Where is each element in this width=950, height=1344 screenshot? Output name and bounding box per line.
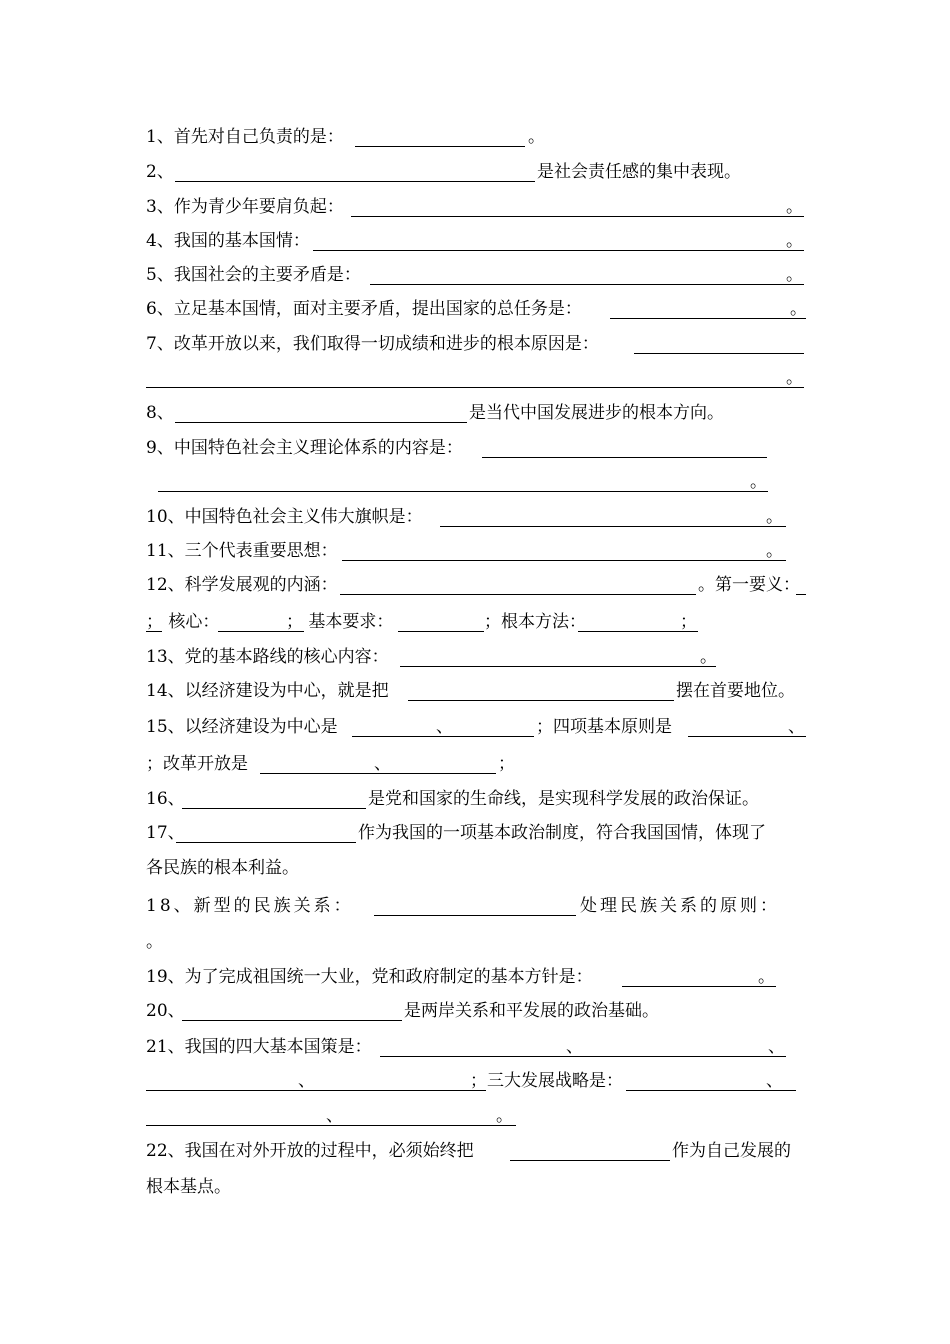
q21-sep-2: 、 — [768, 1037, 785, 1057]
q6-blank[interactable] — [610, 318, 806, 319]
q18-blank-1[interactable] — [374, 915, 576, 916]
q18-principle-label: 处理民族关系的原则： — [580, 896, 780, 916]
q15-sep-1: 、 — [436, 717, 453, 737]
q4-end: 。 — [786, 231, 803, 251]
q21-blank-2[interactable] — [146, 1090, 486, 1091]
q13-end: 。 — [700, 647, 717, 667]
q20-text: 20、 — [146, 1001, 185, 1021]
q20-end: 是两岸关系和平发展的政治基础。 — [404, 1001, 659, 1021]
q21-sep-5: 、 — [326, 1106, 343, 1126]
q21-sep-4: 、 — [766, 1071, 783, 1091]
q19-blank[interactable] — [622, 986, 776, 987]
q12-end: ； — [680, 612, 697, 632]
q21-text: 21、我国的四大基本国策是： — [146, 1037, 372, 1057]
q13-blank[interactable] — [400, 666, 716, 667]
q17-text: 17、 — [146, 823, 185, 843]
q7-end: 。 — [786, 368, 803, 388]
q5-text: 5、我国社会的主要矛盾是： — [146, 265, 361, 285]
q22-end: 根本基点。 — [146, 1177, 231, 1197]
q15-principles-label: ；四项基本原则是 — [536, 717, 672, 737]
q21-blank-1[interactable] — [380, 1056, 786, 1057]
q10-end: 。 — [766, 507, 783, 527]
q15-sep-2: 、 — [788, 717, 805, 737]
q21-sep-3: 、 — [298, 1071, 315, 1091]
q8-text: 8、 — [146, 403, 174, 423]
q6-text: 6、立足基本国情，面对主要矛盾，提出国家的总任务是： — [146, 299, 582, 319]
q14-end: 摆在首要地位。 — [676, 681, 795, 701]
q9-blank-2[interactable] — [158, 491, 768, 492]
q8-end: 是当代中国发展进步的根本方向。 — [469, 403, 724, 423]
q12-method-label: ；根本方法： — [484, 612, 586, 632]
q22-blank[interactable] — [510, 1160, 670, 1161]
q12-blank-requirement[interactable] — [398, 631, 484, 632]
q4-text: 4、我国的基本国情： — [146, 231, 310, 251]
q3-text: 3、作为青少年要肩负起： — [146, 197, 344, 217]
q12-blank-first-end[interactable] — [146, 631, 162, 632]
q15-text: 15、以经济建设为中心是 — [146, 717, 338, 737]
q9-text: 9、中国特色社会主义理论体系的内容是： — [146, 438, 463, 458]
q2-end: 是社会责任感的集中表现。 — [537, 162, 741, 182]
q12-requirement-label: ； 基本要求： — [286, 612, 394, 632]
q2-text: 2、 — [146, 162, 174, 182]
q18-text: 18、新型的民族关系： — [146, 896, 354, 916]
q14-text: 14、以经济建设为中心，就是把 — [146, 681, 389, 701]
q15-end: ； — [498, 754, 515, 774]
q13-text: 13、党的基本路线的核心内容： — [146, 647, 389, 667]
q17-end: 各民族的根本利益。 — [146, 858, 299, 878]
q4-blank[interactable] — [313, 250, 804, 251]
q11-blank[interactable] — [342, 560, 786, 561]
q15-reform-label: ；改革开放是 — [146, 754, 248, 774]
q7-blank-1[interactable] — [634, 353, 804, 354]
q9-blank-1[interactable] — [482, 457, 767, 458]
q16-end: 是党和国家的生命线，是实现科学发展的政治保证。 — [368, 789, 759, 809]
q5-end: 。 — [786, 265, 803, 285]
q20-blank[interactable] — [182, 1020, 402, 1021]
q8-blank[interactable] — [175, 422, 467, 423]
q21-strategy-label: ；三大发展战略是： — [470, 1071, 623, 1091]
q10-text: 10、中国特色社会主义伟大旗帜是： — [146, 507, 423, 527]
q18-end: 。 — [146, 932, 163, 952]
q2-blank[interactable] — [175, 181, 535, 182]
q22-text: 22、我国在对外开放的过程中，必须始终把 — [146, 1141, 474, 1161]
q11-end: 。 — [766, 541, 783, 561]
q19-end: 。 — [758, 967, 775, 987]
q12-core-label: ； 核心： — [146, 612, 220, 632]
q14-blank[interactable] — [408, 700, 674, 701]
q7-blank-2[interactable] — [146, 387, 804, 388]
q11-text: 11、三个代表重要思想： — [146, 541, 338, 561]
q5-blank[interactable] — [370, 284, 804, 285]
q1-blank[interactable] — [355, 146, 525, 147]
q9-end: 。 — [750, 472, 767, 492]
q16-text: 16、 — [146, 789, 185, 809]
q16-blank[interactable] — [182, 808, 366, 809]
q3-blank[interactable] — [351, 216, 804, 217]
q6-end: 。 — [790, 299, 807, 319]
q19-text: 19、为了完成祖国统一大业，党和政府制定的基本方针是： — [146, 967, 593, 987]
q22-rest: 作为自己发展的 — [672, 1141, 791, 1161]
q12-blank-first[interactable] — [796, 594, 806, 595]
q12-first-meaning-label: 。第一要义： — [698, 575, 800, 595]
q12-text: 12、科学发展观的内涵： — [146, 575, 338, 595]
q12-blank-meaning[interactable] — [340, 594, 696, 595]
q17-rest: 作为我国的一项基本政治制度，符合我国国情，体现了 — [358, 823, 766, 843]
q1-end: 。 — [528, 127, 545, 147]
q15-sep-3: 、 — [374, 754, 391, 774]
q3-end: 。 — [786, 197, 803, 217]
q17-blank[interactable] — [176, 842, 356, 843]
q1-text: 1、首先对自己负责的是： — [146, 127, 344, 147]
q7-text: 7、改革开放以来，我们取得一切成绩和进步的根本原因是： — [146, 334, 599, 354]
q10-blank[interactable] — [440, 526, 786, 527]
q21-sep-1: 、 — [566, 1037, 583, 1057]
q21-end: 。 — [496, 1106, 513, 1126]
